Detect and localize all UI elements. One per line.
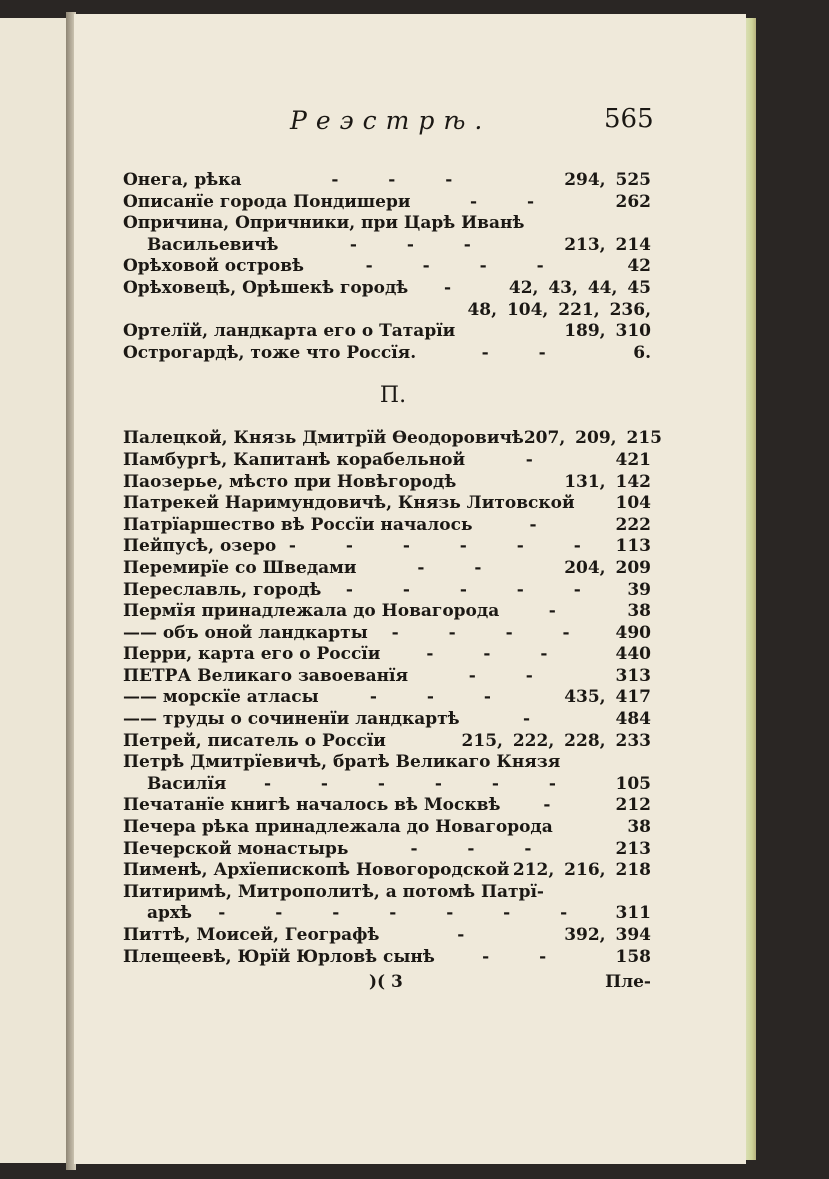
entry-leader: - - - bbox=[349, 234, 493, 255]
index-entry bbox=[123, 515, 651, 537]
entry-leader: - - - - - - - bbox=[218, 903, 590, 924]
index-entry bbox=[123, 925, 651, 947]
entry-label: Василїя bbox=[147, 773, 227, 794]
entry-page-refs: 213, 214 bbox=[564, 234, 651, 255]
index-entry bbox=[123, 321, 651, 343]
index-entry bbox=[123, 192, 651, 214]
index-entry bbox=[123, 817, 651, 839]
index-entry bbox=[123, 947, 651, 969]
entry-page-refs: 421 bbox=[615, 449, 651, 470]
entry-label: Орѣховецѣ, Орѣшекѣ городѣ bbox=[123, 277, 409, 298]
entry-label: Пименѣ, Архїепископѣ Новогородской bbox=[123, 860, 510, 881]
entry-leader: - - bbox=[468, 665, 555, 686]
entry-label: Ортелїй, ландкарта его о Татарїи bbox=[123, 321, 456, 342]
entry-leader: - - bbox=[469, 191, 556, 212]
catchword: Пле- bbox=[605, 972, 651, 992]
entry-label: Памбургѣ, Капитанѣ корабельной bbox=[123, 449, 466, 470]
index-entry bbox=[123, 558, 651, 580]
entry-label: Палецкой, Князь Дмитрїй Ѳеодоровичѣ bbox=[123, 428, 524, 449]
index-entry bbox=[123, 300, 651, 322]
entry-label: ПЕТРА Великаго завоеванїя bbox=[123, 665, 409, 686]
entry-label: —— объ оной ландкарты bbox=[123, 622, 368, 643]
entry-page-refs: 215, 222, 228, 233 bbox=[461, 730, 651, 751]
index-entry bbox=[123, 687, 651, 709]
entry-label: Питтѣ, Моисей, Географѣ bbox=[123, 925, 380, 945]
entry-leader: - bbox=[523, 709, 553, 730]
entry-page-refs: 104 bbox=[615, 493, 651, 514]
entry-page-refs: 392, 394 bbox=[564, 925, 651, 945]
entry-page-refs: 212 bbox=[615, 795, 651, 816]
index-group-p bbox=[123, 428, 662, 968]
entry-label: Питиримѣ, Митрополитѣ, а потомѣ Патрї- bbox=[123, 881, 544, 902]
entry-page-refs: 207, 209, 215 bbox=[523, 428, 662, 449]
index-entry bbox=[123, 580, 651, 602]
index-entry bbox=[123, 860, 651, 882]
index-entry bbox=[123, 644, 651, 666]
index-entry bbox=[123, 795, 651, 817]
entry-page-refs: 42, 43, 44, 45 bbox=[508, 277, 651, 298]
entry-leader: - - - - - - bbox=[263, 773, 578, 794]
entry-label: Патрекей Наримундовичѣ, Князь Литовской bbox=[123, 493, 575, 514]
entry-leader: - bbox=[529, 514, 559, 535]
entry-page-refs: 222 bbox=[615, 514, 651, 535]
entry-page-refs: 38 bbox=[627, 601, 651, 622]
index-entry bbox=[123, 666, 651, 688]
entry-label: Патрїаршество вѣ Россїи началось bbox=[123, 514, 473, 535]
index-entry bbox=[123, 882, 651, 904]
entry-page-refs: 189, 310 bbox=[564, 321, 651, 342]
entry-label: Перри, карта его о Россїи bbox=[123, 644, 381, 665]
entry-leader: - - bbox=[482, 946, 569, 967]
index-entry bbox=[123, 774, 651, 796]
entry-page-refs: 105 bbox=[615, 773, 651, 794]
book-page bbox=[74, 14, 746, 1164]
entry-page-refs: 39 bbox=[627, 579, 651, 600]
entry-page-refs: 204, 209 bbox=[564, 557, 651, 578]
index-entry bbox=[123, 472, 651, 494]
index-entry bbox=[123, 256, 651, 278]
entry-page-refs: 38 bbox=[627, 817, 651, 838]
index-entry bbox=[123, 170, 651, 192]
entry-label: Печера рѣка принадлежала до Новагорода bbox=[123, 817, 553, 838]
entry-leader: - bbox=[457, 925, 487, 945]
entry-label: Опричина, Опричники, при Царѣ Иванѣ bbox=[123, 213, 525, 234]
entry-label: —— труды о сочиненїи ландкартѣ bbox=[123, 709, 460, 730]
entry-leader: - - - bbox=[331, 170, 475, 190]
entry-leader: - bbox=[444, 277, 474, 298]
entry-page-refs: 131, 142 bbox=[564, 471, 651, 492]
entry-label: Перемирїе со Шведами bbox=[123, 557, 357, 578]
entry-label: Переславль, городѣ bbox=[123, 579, 322, 600]
index-group-o bbox=[123, 170, 651, 364]
index-entry bbox=[123, 213, 651, 235]
entry-leader: - bbox=[548, 601, 578, 622]
entry-label: архѣ bbox=[147, 903, 192, 924]
index-entry bbox=[123, 752, 651, 774]
index-entry bbox=[123, 278, 651, 300]
entry-label: Плещеевѣ, Юрїй Юрловѣ сынѣ bbox=[123, 946, 435, 967]
index-entry bbox=[123, 235, 651, 257]
index-entries bbox=[123, 170, 662, 968]
entry-label: Онега, рѣка bbox=[123, 170, 242, 190]
entry-page-refs: 6. bbox=[633, 342, 651, 363]
entry-page-refs: 311 bbox=[615, 903, 651, 924]
index-entry bbox=[123, 536, 651, 558]
page-footer bbox=[123, 972, 651, 996]
entry-leader: - - - - bbox=[391, 622, 592, 643]
entry-page-refs: 212, 216, 218 bbox=[512, 860, 651, 881]
entry-label: —— морскїе атласы bbox=[123, 687, 319, 708]
entry-leader: - - - - bbox=[365, 256, 566, 277]
entry-page-refs: 42 bbox=[627, 256, 651, 277]
signature-mark: )( 3 bbox=[369, 972, 403, 992]
section-letter: П. bbox=[379, 383, 407, 409]
entry-leader: - bbox=[543, 795, 573, 816]
index-entry bbox=[123, 839, 651, 861]
entry-page-refs: 435, 417 bbox=[564, 687, 651, 708]
entry-page-refs: 262 bbox=[615, 191, 651, 212]
entry-page-refs: 294, 525 bbox=[564, 170, 651, 190]
index-entry bbox=[123, 623, 651, 645]
entry-page-refs: 313 bbox=[615, 665, 651, 686]
index-entry bbox=[123, 709, 651, 731]
entry-label: Острогардѣ, тоже что Россїя. bbox=[123, 342, 417, 363]
entry-label: Петрѣ Дмитрїевичѣ, братѣ Великаго Князя bbox=[123, 752, 561, 773]
index-entry bbox=[123, 903, 651, 925]
entry-page-refs: 113 bbox=[615, 536, 651, 557]
index-entry bbox=[123, 731, 651, 753]
entry-label: Паозерье, мѣсто при Новѣгородѣ bbox=[123, 471, 457, 492]
index-entry bbox=[123, 493, 651, 515]
entry-label: Петрей, писатель о Россїи bbox=[123, 730, 386, 751]
entry-label: Орѣховой островѣ bbox=[123, 256, 305, 277]
page-number: 565 bbox=[604, 104, 654, 134]
entry-leader: - - - bbox=[410, 838, 554, 859]
entry-page-refs: 48, 104, 221, 236, bbox=[467, 299, 651, 320]
running-head-title: Реэстрѣ. bbox=[290, 106, 492, 135]
entry-page-refs: 484 bbox=[615, 709, 651, 730]
entry-leader: - - - bbox=[369, 687, 513, 708]
entry-label: Васильевичѣ bbox=[147, 234, 279, 255]
entry-label: Печерской монастырь bbox=[123, 838, 349, 859]
entry-label: Пермїя принадлежала до Новагорода bbox=[123, 601, 500, 622]
entry-leader: - - bbox=[417, 557, 504, 578]
entry-leader: - - - - - - bbox=[288, 536, 603, 557]
entry-label: Пейпусѣ, озеро bbox=[123, 536, 277, 557]
facing-page-edge bbox=[0, 18, 67, 1163]
entry-page-refs: 213 bbox=[615, 838, 651, 859]
index-entry bbox=[123, 428, 662, 450]
entry-leader: - - - bbox=[426, 644, 570, 665]
entry-page-refs: 158 bbox=[615, 946, 651, 967]
entry-label: Печатанїе книгѣ началось вѣ Москвѣ bbox=[123, 795, 501, 816]
entry-leader: - - - - - bbox=[345, 579, 603, 600]
index-entry bbox=[123, 601, 651, 623]
entry-page-refs: 440 bbox=[615, 644, 651, 665]
entry-leader: - bbox=[525, 449, 555, 470]
entry-page-refs: 490 bbox=[615, 622, 651, 643]
entry-label: Описанїе города Пондишери bbox=[123, 191, 411, 212]
index-entry bbox=[123, 450, 651, 472]
index-entry bbox=[123, 343, 651, 365]
entry-leader: - - bbox=[481, 342, 568, 363]
